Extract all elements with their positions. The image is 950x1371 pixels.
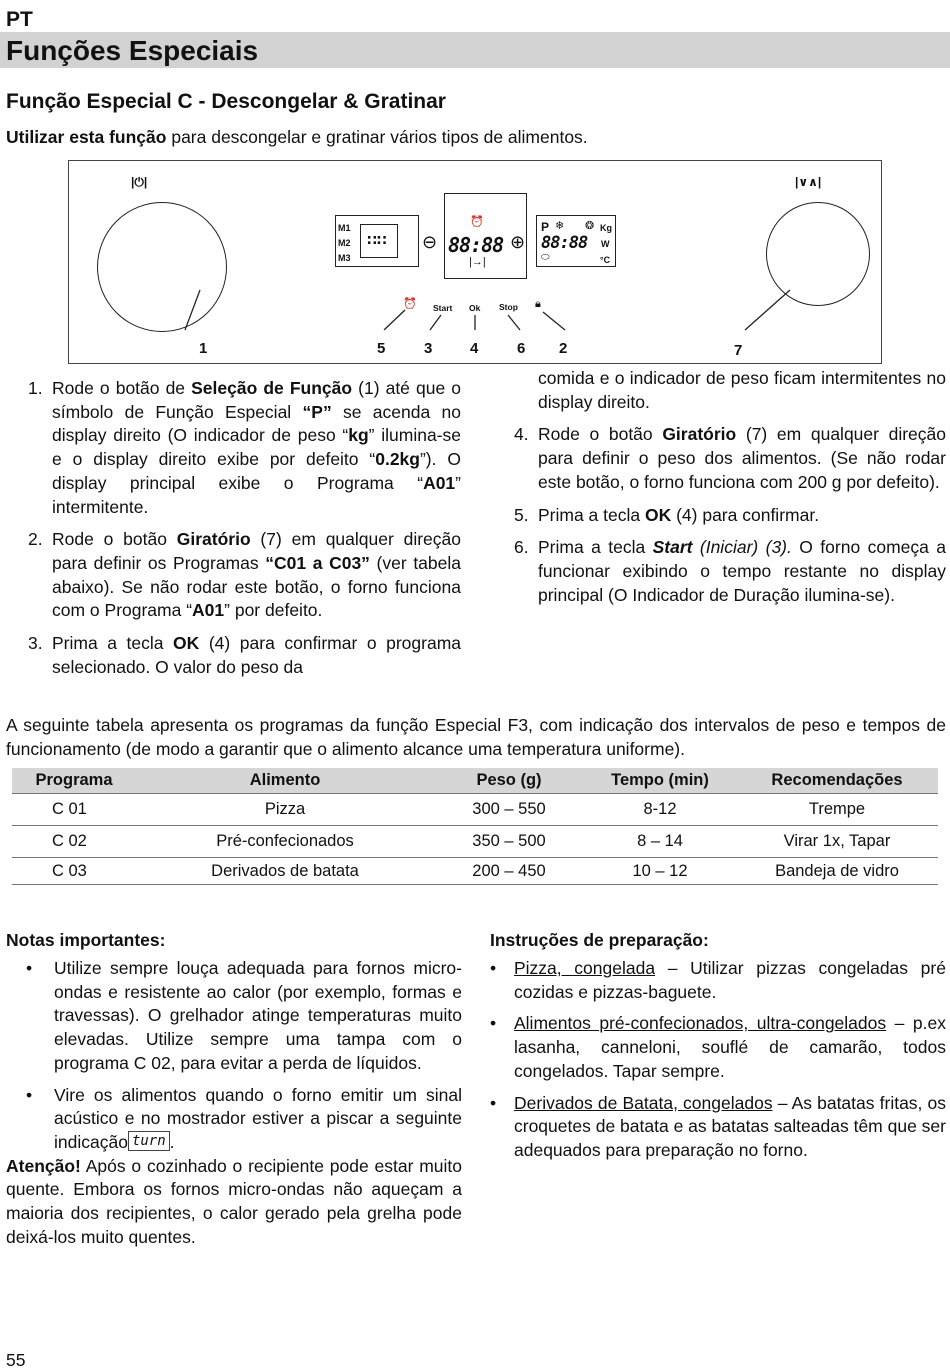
stop-button-label: Stop bbox=[499, 302, 518, 312]
bullet-icon: • bbox=[490, 1013, 497, 1034]
prep-section bbox=[490, 930, 946, 1171]
table-cell: Virar 1x, Tapar bbox=[736, 826, 938, 858]
table-cell: C 03 bbox=[12, 858, 136, 885]
table-cell: 8 – 14 bbox=[584, 826, 736, 858]
bullet-icon: • bbox=[26, 1084, 33, 1105]
notes-section bbox=[6, 930, 462, 1249]
notes-bullet-1: • Utilize sempre louça adequada para fornos micro-ondas e resistente ao calor (por exemplo, formas e travessas). O grelhador atinge temperaturas muito elevadas. Utilize sempre uma tampa com o programa C 02, para evitar a perda de líquidos. bbox=[26, 958, 462, 1073]
table-cell: Pré-confecionados bbox=[136, 826, 434, 858]
right-display-kg: Kg bbox=[600, 223, 612, 233]
table-cell: Bandeja de vidro bbox=[736, 858, 938, 885]
warning-text: Atenção! Após o cozinhado o recipiente pode estar muito quente. Embora os fornos micro-ondas não aqueçam a maioria dos recipientes, o calor gerado pela grelha pode deixá-los muito quentes. bbox=[6, 1155, 462, 1247]
right-display-celsius: °C bbox=[600, 255, 611, 265]
right-display-p: P bbox=[541, 220, 550, 234]
callout-lines bbox=[0, 0, 950, 370]
callout-3: 3 bbox=[424, 340, 433, 357]
step-4: 4. Rode o botão Giratório (7) em qualquer direção para definir o peso dos alimentos. (Se não rodar este botão, o forno funciona com 200 g por defeito). bbox=[514, 424, 947, 492]
step-5: 5. Prima a tecla OK (4) para confirmar. bbox=[514, 504, 946, 528]
step-2-number: 2. bbox=[28, 529, 43, 550]
table-row bbox=[12, 794, 938, 826]
intro-rest: para descongelar e gratinar vários tipos de alimentos. bbox=[166, 127, 588, 147]
table-cell: Trempe bbox=[736, 794, 938, 826]
center-display-time: 88:88 bbox=[448, 233, 504, 257]
notes-title: Notas importantes: bbox=[6, 930, 166, 950]
mode-m1: M1 bbox=[338, 223, 351, 233]
key-lock-icon: ⬭ bbox=[541, 252, 550, 263]
plus-icon: ⊕ bbox=[510, 232, 526, 252]
step-1-number: 1. bbox=[28, 378, 43, 398]
alarm-clock-icon: ⏰ bbox=[470, 216, 484, 228]
callout-5: 5 bbox=[377, 340, 386, 357]
table-cell: 200 – 450 bbox=[434, 858, 584, 885]
header-programa: Programa bbox=[12, 768, 136, 794]
header-recomendacoes: Recomendações bbox=[736, 768, 938, 794]
step-2: 2. Rode o botão Giratório (7) em qualquer direção para definir os Programas “C01 a C03” (ver tabela abaixo). Se não rodar este botão, o forno funciona com o Programa “A01” por defeito. bbox=[28, 529, 462, 621]
table-cell: C 01 bbox=[12, 794, 136, 826]
mode-m2: M2 bbox=[338, 238, 351, 248]
table-cell: 350 – 500 bbox=[434, 826, 584, 858]
mode-m3: M3 bbox=[338, 253, 351, 263]
page-number: 55 bbox=[6, 1350, 26, 1370]
grill-icon: ∷∷ bbox=[367, 232, 387, 248]
ok-button-label: Ok bbox=[469, 303, 481, 313]
step-1: 1. Rode o botão de Seleção de Função (1) até que o símbolo de Função Especial “P” se acenda no display direito (O indicador de peso “kg” ilumina-se e o display direito exibe por defeito “0.2kg”). O display principal exibe o Programa “A01” intermitente. bbox=[28, 378, 461, 517]
step-6-number: 6. bbox=[514, 537, 529, 558]
prep-title: Instruções de preparação: bbox=[490, 930, 709, 950]
header-tempo: Tempo (min) bbox=[584, 768, 736, 794]
table-cell: 300 – 550 bbox=[434, 794, 584, 826]
prep-bullet-3: • Derivados de Batata, congelados – As batatas fritas, os croquetes de batata e as batatas salteadas têm que ser adequados para preparação no forno. bbox=[490, 1092, 947, 1160]
callout-4: 4 bbox=[470, 340, 479, 357]
table-cell: 10 – 12 bbox=[584, 858, 736, 885]
rotary-icon: |∨∧| bbox=[795, 175, 822, 189]
turn-display-glyph: turn bbox=[128, 1131, 170, 1151]
page-title: Funções Especiais bbox=[6, 35, 259, 66]
left-column-steps bbox=[28, 377, 461, 688]
table-cell: Pizza bbox=[136, 794, 434, 826]
table-row bbox=[12, 858, 938, 885]
snowflake-icon: ❄ bbox=[555, 220, 565, 232]
power-icon: |⏻| bbox=[131, 175, 148, 189]
prep-bullet-1: • Pizza, congelada – Utilizar pizzas congeladas pré cozidas e pizzas-baguete. bbox=[490, 958, 946, 1002]
minus-icon: ⊖ bbox=[422, 232, 438, 252]
header-peso: Peso (g) bbox=[434, 768, 584, 794]
notes-bullet-2: • Vire os alimentos quando o forno emitir um sinal acústico e no mostrador estiver a piscar a seguinte indicação turn . bbox=[26, 1084, 462, 1152]
step-4-number: 4. bbox=[514, 424, 529, 445]
step-5-number: 5. bbox=[514, 504, 529, 525]
table-header-row bbox=[12, 768, 938, 794]
step-3: 3. Prima a tecla OK (4) para confirmar o programa selecionado. O valor do peso da bbox=[28, 633, 461, 677]
table-cell: C 02 bbox=[12, 826, 136, 858]
callout-1: 1 bbox=[199, 340, 208, 357]
table-intro: A seguinte tabela apresenta os programas da função Especial F3, com indicação dos intervalos de peso e tempos de funcionamento (de modo a garantir que o alimento alcance uma temperatura uniforme). bbox=[6, 715, 946, 759]
prep-bullet-2: • Alimentos pré-confecionados, ultra-congelados – p.ex lasanha, canneloni, souflé de camarão, todos congelados. Tapar sempre. bbox=[490, 1013, 946, 1081]
table-cell: Derivados de batata bbox=[136, 858, 434, 885]
header-alimento: Alimento bbox=[136, 768, 434, 794]
programs-table bbox=[12, 768, 938, 885]
step-6: 6. Prima a tecla Start (Iniciar) (3). O forno começa a funcionar exibindo o tempo restante no display principal (O Indicador de Duração ilumina-se). bbox=[514, 537, 946, 605]
callout-2: 2 bbox=[559, 340, 568, 357]
table-cell: 8-12 bbox=[584, 794, 736, 826]
lock-icon: 🔒︎ bbox=[535, 298, 541, 310]
bullet-icon: • bbox=[490, 958, 497, 978]
fan-icon: ❂ bbox=[585, 220, 595, 232]
right-column-steps bbox=[514, 367, 946, 616]
language-code: PT bbox=[6, 8, 33, 31]
callout-7: 7 bbox=[734, 342, 743, 359]
bullet-icon: • bbox=[490, 1092, 497, 1113]
duration-icon: |→| bbox=[469, 256, 486, 268]
intro-bold: Utilizar esta função bbox=[6, 127, 167, 147]
bullet-icon: • bbox=[26, 958, 33, 978]
step-3-number: 3. bbox=[28, 633, 43, 654]
right-display-value: 88:88 bbox=[541, 233, 588, 253]
right-display-w: W bbox=[601, 239, 610, 249]
start-button-label: Start bbox=[433, 303, 453, 313]
callout-6: 6 bbox=[517, 340, 526, 357]
timer-button-icon: ⏰ bbox=[403, 298, 417, 310]
step-3-continued: comida e o indicador de peso ficam intermitentes no display direito. bbox=[538, 368, 946, 412]
section-subtitle: Função Especial C - Descongelar & Gratinar bbox=[6, 90, 446, 113]
table-row bbox=[12, 826, 938, 858]
